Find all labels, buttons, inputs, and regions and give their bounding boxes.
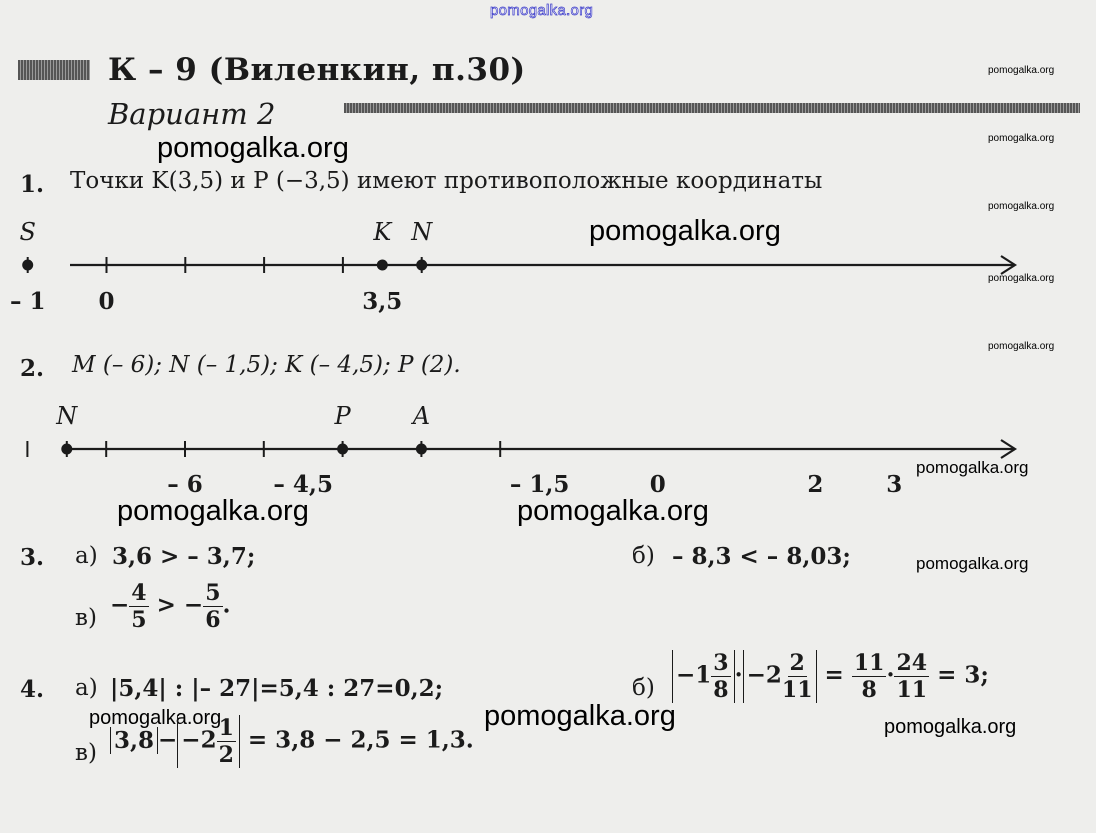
watermark: pomogalka.org bbox=[916, 458, 1029, 477]
task3-v-expression bbox=[110, 580, 231, 633]
number-line-1 bbox=[0, 218, 1015, 315]
fraction bbox=[852, 650, 887, 703]
task2-number: 2. bbox=[20, 355, 45, 382]
whole-part: −2 bbox=[746, 661, 782, 689]
point-label: N bbox=[56, 402, 78, 430]
task3-b: – 8,3 < – 8,03; bbox=[672, 543, 851, 570]
point-label: K bbox=[373, 218, 392, 246]
minus-sign: − bbox=[110, 591, 130, 619]
watermark-top: pomogalka.org bbox=[490, 2, 594, 19]
task3-b-label: б) bbox=[632, 543, 655, 569]
tick-label: 0 bbox=[98, 288, 115, 315]
point-label: A bbox=[412, 402, 431, 430]
task1-text: Точки K(3,5) и P (−3,5) имеют противоположные координаты bbox=[70, 168, 823, 194]
period: . bbox=[222, 591, 231, 619]
number-line-2 bbox=[0, 402, 1015, 498]
task3-a-label: а) bbox=[75, 543, 98, 569]
tick-label: – 1,5 bbox=[509, 471, 570, 498]
fraction bbox=[203, 580, 222, 633]
task4-a: |5,4| : |– 27|=5,4 : 27=0,2; bbox=[110, 675, 444, 702]
abs-value bbox=[672, 650, 735, 703]
dot-operator: · bbox=[734, 661, 743, 689]
equals: = bbox=[824, 661, 844, 689]
point-S bbox=[22, 260, 33, 271]
numerator: 24 bbox=[896, 650, 928, 676]
task4-a-label: а) bbox=[75, 675, 98, 701]
denominator: 11 bbox=[896, 677, 928, 703]
task2-text: M (– 6); N (– 1,5); K (– 4,5); P (2). bbox=[72, 352, 461, 378]
denominator: 8 bbox=[713, 677, 729, 703]
watermark: pomogalka.org bbox=[117, 495, 309, 527]
abs-value: 3,8 bbox=[110, 727, 158, 754]
point-P bbox=[337, 444, 348, 455]
task3-v-label: в) bbox=[75, 605, 97, 631]
point-label: S bbox=[19, 218, 36, 246]
whole-part: −2 bbox=[181, 726, 217, 754]
fraction bbox=[711, 650, 730, 703]
variant-title: Вариант 2 bbox=[108, 97, 276, 131]
task4-number: 4. bbox=[20, 676, 45, 703]
fraction bbox=[782, 650, 813, 703]
denominator: 11 bbox=[781, 677, 813, 703]
point-N bbox=[61, 444, 72, 455]
task4-b-label: б) bbox=[632, 675, 655, 701]
numerator: 1 bbox=[218, 715, 234, 741]
tick-label: 0 bbox=[649, 471, 666, 498]
point-K bbox=[377, 260, 388, 271]
numerator: 5 bbox=[205, 580, 221, 606]
fraction bbox=[217, 715, 236, 768]
whole-part: −1 bbox=[676, 661, 712, 689]
watermark: pomogalka.org bbox=[589, 215, 781, 247]
task4-b-expression bbox=[672, 650, 989, 703]
point-A bbox=[416, 444, 427, 455]
numerator: 2 bbox=[789, 650, 805, 676]
numerator: 4 bbox=[131, 580, 147, 606]
fraction bbox=[129, 580, 148, 633]
tick-label: 2 bbox=[807, 471, 824, 498]
numerator: 11 bbox=[853, 650, 885, 676]
task1-number: 1. bbox=[20, 171, 45, 198]
dot-operator: · bbox=[886, 661, 895, 689]
fraction bbox=[894, 650, 929, 703]
page-title: К – 9 (Виленкин, п.30) bbox=[108, 52, 526, 88]
tick-label: 3,5 bbox=[362, 288, 403, 315]
tick-label: – 1 bbox=[9, 288, 46, 315]
task3-number: 3. bbox=[20, 544, 45, 571]
task3-a: 3,6 > – 3,7; bbox=[112, 543, 256, 570]
denominator: 2 bbox=[218, 742, 234, 768]
minus-sign: − bbox=[158, 726, 178, 754]
point-label: P bbox=[334, 402, 351, 430]
watermark: pomogalka.org bbox=[89, 707, 222, 729]
watermark: pomogalka.org bbox=[517, 495, 709, 527]
watermark: pomogalka.org bbox=[484, 700, 676, 732]
watermark: pomogalka.org bbox=[157, 132, 349, 164]
result: = 3; bbox=[937, 661, 989, 689]
abs-value bbox=[177, 715, 240, 768]
numerator: 3 bbox=[713, 650, 729, 676]
tick-label: 3 bbox=[886, 471, 903, 498]
result: = 3,8 − 2,5 = 1,3. bbox=[247, 726, 474, 754]
denominator: 6 bbox=[205, 607, 221, 633]
point-label: N bbox=[411, 218, 433, 246]
minus-sign: − bbox=[183, 591, 204, 619]
watermark: pomogalka.org bbox=[988, 133, 1055, 144]
watermark: pomogalka.org bbox=[988, 341, 1055, 352]
denominator: 8 bbox=[861, 677, 877, 703]
watermark: pomogalka.org bbox=[988, 65, 1055, 76]
task4-v-expression bbox=[110, 715, 474, 768]
watermark: pomogalka.org bbox=[884, 716, 1017, 738]
denominator: 5 bbox=[131, 607, 147, 633]
watermark: pomogalka.org bbox=[916, 554, 1029, 573]
point-N bbox=[416, 260, 427, 271]
abs-value bbox=[743, 650, 817, 703]
task4-v-label: в) bbox=[75, 740, 97, 766]
operator: > bbox=[156, 591, 176, 619]
watermark: pomogalka.org bbox=[988, 201, 1055, 212]
tick-label: – 4,5 bbox=[273, 471, 333, 498]
tick-label: – 6 bbox=[167, 471, 203, 498]
watermark: pomogalka.org bbox=[988, 273, 1055, 284]
